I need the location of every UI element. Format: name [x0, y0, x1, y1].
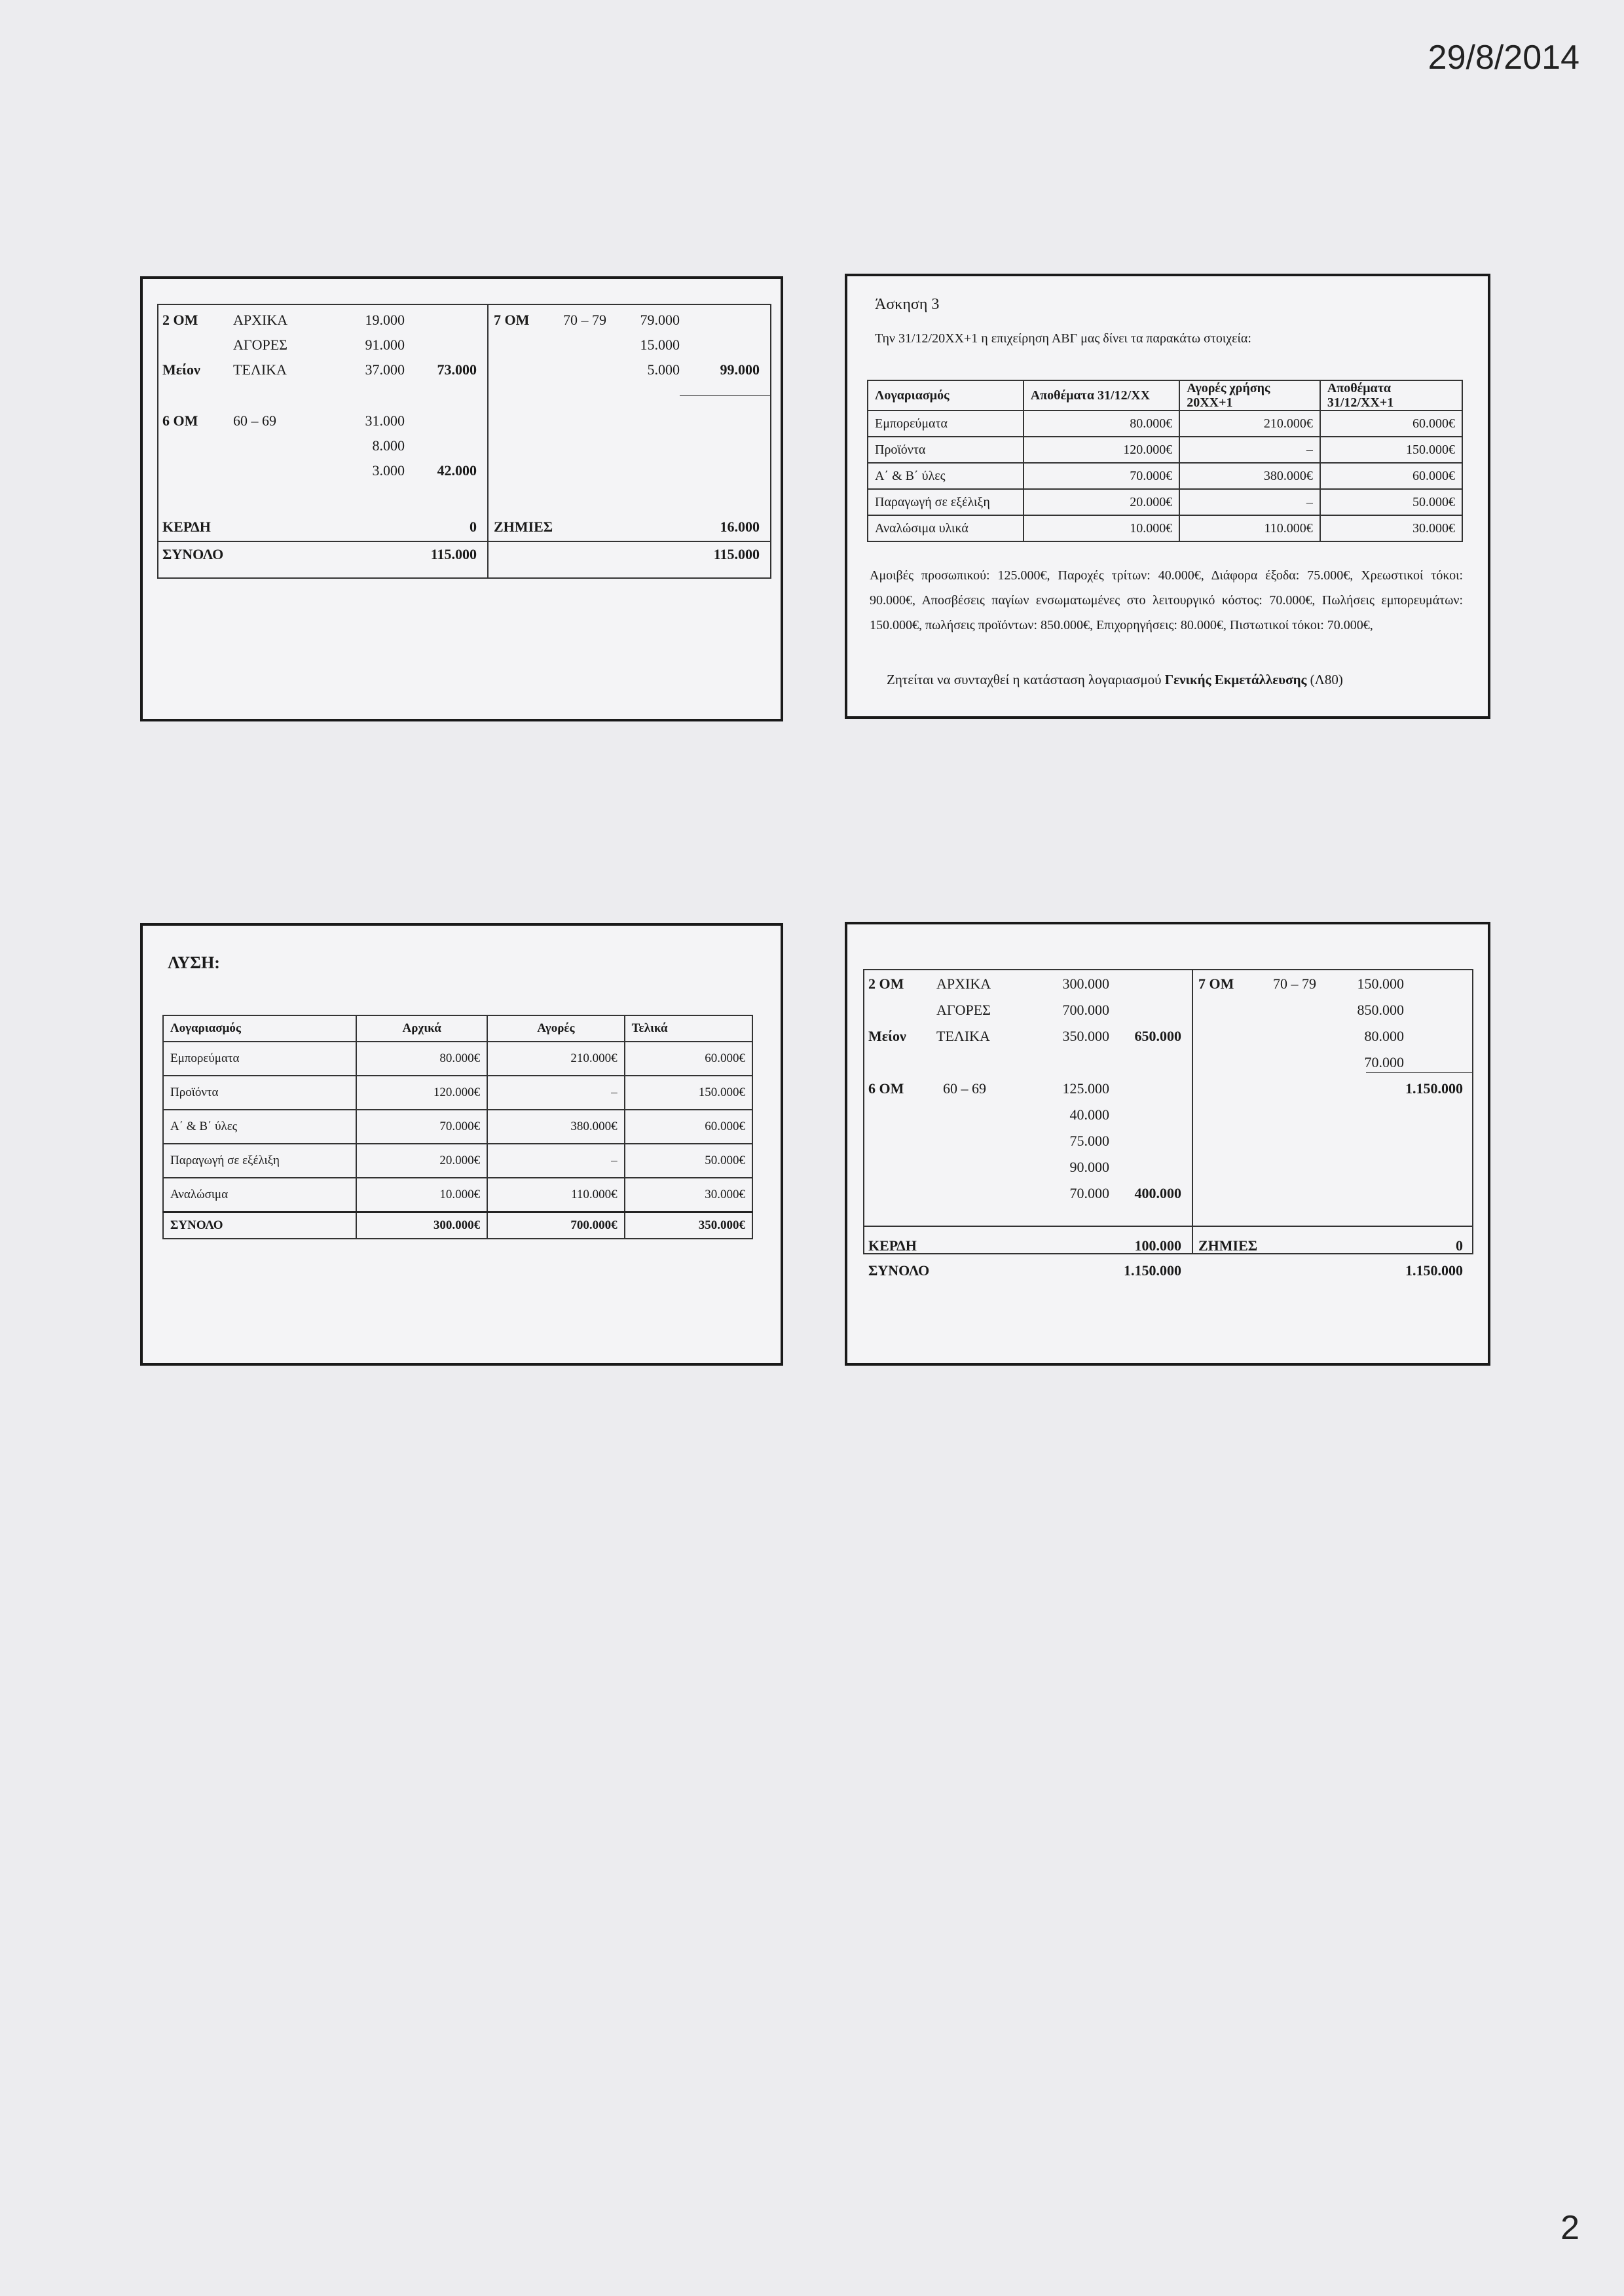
total-value: 1.150.000: [1405, 1262, 1463, 1279]
account-name: Παραγωγή σε εξέλιξη: [868, 489, 1024, 515]
account-label: ΑΓΟΡΕΣ: [233, 337, 287, 353]
profit-label: ΚΕΡΔΗ: [162, 519, 211, 535]
exercise-title: Άσκηση 3: [875, 296, 940, 313]
table-row: [868, 515, 1462, 541]
column-header: Αγορές: [487, 1015, 624, 1042]
account-label: 60 – 69: [233, 412, 276, 429]
total-value: 1.150.000: [1124, 1262, 1181, 1279]
closing-value: 150.000€: [1320, 437, 1462, 463]
total-closing: 350.000€: [625, 1212, 752, 1239]
subtotal: 650.000: [1134, 1028, 1181, 1044]
inventory-table: [867, 380, 1463, 542]
opening-value: 70.000€: [1024, 463, 1179, 489]
column-header: Λογαριασμός: [163, 1015, 356, 1042]
amount: 70.000: [1069, 1185, 1109, 1201]
account-name: Εμπορεύματα: [163, 1042, 356, 1076]
closing-value: 60.000€: [1320, 463, 1462, 489]
account-label: ΤΕΛΙΚΑ: [233, 361, 287, 378]
amount: 3.000: [372, 462, 405, 479]
account-name: Α΄ & Β΄ ύλες: [163, 1110, 356, 1144]
account-code: Μείον: [868, 1028, 906, 1044]
total-label: ΣΥΝΟΛΟ: [163, 1212, 356, 1239]
slide-2-exercise: [845, 274, 1490, 719]
total-line: [863, 1226, 1473, 1227]
account-code: 2 ΟΜ: [162, 312, 198, 328]
purchases-value: 210.000€: [487, 1042, 624, 1076]
account-label: ΑΓΟΡΕΣ: [936, 1002, 991, 1018]
purchases-value: 110.000€: [487, 1178, 624, 1212]
total-purchases: 700.000€: [487, 1212, 624, 1239]
purchases-value: 380.000€: [1179, 463, 1320, 489]
total-label: ΣΥΝΟΛΟ: [868, 1262, 930, 1279]
amount: 40.000: [1069, 1106, 1109, 1123]
question-text: Ζητείται να συνταχθεί η κατάσταση λογαριασμού: [887, 672, 1165, 687]
purchases-value: –: [487, 1144, 624, 1178]
closing-value: 30.000€: [625, 1178, 752, 1212]
amount: 79.000: [640, 312, 680, 328]
amount: 70.000: [1364, 1054, 1404, 1070]
underline-right: [680, 395, 770, 396]
account-name: Εμπορεύματα: [868, 410, 1024, 437]
amount: 15.000: [640, 337, 680, 353]
column-header: Αποθέματα 31/12/XX: [1024, 380, 1179, 410]
profit-value: 0: [470, 519, 477, 535]
opening-value: 120.000€: [356, 1076, 487, 1110]
account-label: 70 – 79: [1273, 975, 1316, 992]
subtotal: 42.000: [437, 462, 477, 479]
purchases-value: 380.000€: [487, 1110, 624, 1144]
solution-table: [162, 1015, 753, 1239]
amount: 150.000: [1357, 975, 1404, 992]
account-code: 7 ΟΜ: [494, 312, 530, 328]
amount: 5.000: [647, 361, 680, 378]
account-code: 2 ΟΜ: [868, 975, 904, 992]
amount: 850.000: [1357, 1002, 1404, 1018]
profit-value: 100.000: [1134, 1237, 1181, 1254]
loss-label: ΖΗΜΙΕΣ: [1198, 1237, 1258, 1254]
account-code: 6 ΟΜ: [162, 412, 198, 429]
account-name: Αναλώσιμα υλικά: [868, 515, 1024, 541]
purchases-value: 110.000€: [1179, 515, 1320, 541]
table-row: [868, 437, 1462, 463]
table-row: [163, 1042, 752, 1076]
amount: 19.000: [365, 312, 405, 328]
subtotal: 400.000: [1134, 1185, 1181, 1201]
account-name: Αναλώσιμα: [163, 1178, 356, 1212]
subtotal: 1.150.000: [1405, 1080, 1463, 1097]
column-header: Τελικά: [625, 1015, 752, 1042]
opening-value: 70.000€: [356, 1110, 487, 1144]
underline-right: [1366, 1072, 1472, 1073]
purchases-value: 210.000€: [1179, 410, 1320, 437]
table-row: [868, 489, 1462, 515]
total-value: 115.000: [713, 546, 760, 562]
account-code: 6 ΟΜ: [868, 1080, 904, 1097]
opening-value: 20.000€: [356, 1144, 487, 1178]
total-line: [157, 541, 771, 542]
opening-value: 80.000€: [356, 1042, 487, 1076]
t-account-divider: [1192, 969, 1193, 1254]
t-account-divider: [487, 304, 489, 579]
amount: 90.000: [1069, 1159, 1109, 1175]
amount: 8.000: [372, 437, 405, 454]
account-code: Μείον: [162, 361, 200, 378]
closing-value: 150.000€: [625, 1076, 752, 1110]
amount: 37.000: [365, 361, 405, 378]
account-label: ΑΡΧΙΚΑ: [936, 975, 991, 992]
account-name: Προϊόντα: [163, 1076, 356, 1110]
page-number: 2: [1560, 2209, 1579, 2247]
loss-value: 0: [1456, 1237, 1463, 1254]
opening-value: 80.000€: [1024, 410, 1179, 437]
table-header-row: [163, 1015, 752, 1042]
opening-value: 120.000€: [1024, 437, 1179, 463]
column-header: Αποθέματα 31/12/XX+1: [1320, 380, 1462, 410]
total-value: 115.000: [430, 546, 477, 562]
amount: 80.000: [1364, 1028, 1404, 1044]
closing-value: 60.000€: [625, 1110, 752, 1144]
purchases-value: –: [1179, 437, 1320, 463]
page-date: 29/8/2014: [1428, 39, 1579, 77]
table-header-row: [868, 380, 1462, 410]
subtotal: 73.000: [437, 361, 477, 378]
amount: 91.000: [365, 337, 405, 353]
question-emphasis: Γενικής Εκμετάλλευσης: [1164, 672, 1307, 687]
loss-value: 16.000: [720, 519, 760, 535]
exercise-intro: Την 31/12/20XX+1 η επιχείρηση ΑΒΓ μας δίνει τα παρακάτω στοιχεία:: [875, 331, 1251, 346]
amount: 350.000: [1062, 1028, 1109, 1044]
solution-title: ΛΥΣΗ:: [168, 953, 220, 972]
table-row: [868, 410, 1462, 437]
loss-label: ΖΗΜΙΕΣ: [494, 519, 553, 535]
purchases-value: –: [487, 1076, 624, 1110]
amount: 31.000: [365, 412, 405, 429]
account-label: ΤΕΛΙΚΑ: [936, 1028, 990, 1044]
account-name: Α΄ & Β΄ ύλες: [868, 463, 1024, 489]
closing-value: 30.000€: [1320, 515, 1462, 541]
account-label: 70 – 79: [563, 312, 606, 328]
opening-value: 10.000€: [1024, 515, 1179, 541]
opening-value: 10.000€: [356, 1178, 487, 1212]
amount: 75.000: [1069, 1133, 1109, 1149]
account-name: Προϊόντα: [868, 437, 1024, 463]
amount: 300.000: [1062, 975, 1109, 992]
exercise-question: [887, 672, 1343, 688]
slide-1-account-statement: [140, 276, 783, 721]
table-row: [163, 1110, 752, 1144]
account-label: ΑΡΧΙΚΑ: [233, 312, 288, 328]
closing-value: 60.000€: [625, 1042, 752, 1076]
table-row: [868, 463, 1462, 489]
slide-4-general-operations-account: [845, 922, 1490, 1366]
table-row: [163, 1144, 752, 1178]
column-header: Αγορές χρήσης 20XX+1: [1179, 380, 1320, 410]
expense-details: Αμοιβές προσωπικού: 125.000€, Παροχές τρίτων: 40.000€, Διάφορα έξοδα: 75.000€, Χρεωστικοί τόκοι: 90.000€, Αποσβέσεις παγίων ενσωματωμένες στο λειτουργικό κόστος: 70.000€, Πωλήσεις εμπορευμάτων: 150.000€, πωλήσεις προϊόντων: 850.000€, Επιχορηγήσεις: 80.000€, Πιστωτικοί τόκοι: 70.000€,: [870, 568, 1463, 632]
amount: 125.000: [1062, 1080, 1109, 1097]
column-header: Αρχικά: [356, 1015, 487, 1042]
closing-value: 50.000€: [625, 1144, 752, 1178]
total-opening: 300.000€: [356, 1212, 487, 1239]
opening-value: 20.000€: [1024, 489, 1179, 515]
amount: 700.000: [1062, 1002, 1109, 1018]
column-header: Λογαριασμός: [868, 380, 1024, 410]
closing-value: 60.000€: [1320, 410, 1462, 437]
account-name: Παραγωγή σε εξέλιξη: [163, 1144, 356, 1178]
table-total-row: [163, 1212, 752, 1239]
slide-3-solution: [140, 923, 783, 1366]
account-label: 60 – 69: [943, 1080, 986, 1097]
total-label: ΣΥΝΟΛΟ: [162, 546, 224, 562]
closing-value: 50.000€: [1320, 489, 1462, 515]
purchases-value: –: [1179, 489, 1320, 515]
table-row: [163, 1076, 752, 1110]
table-row: [163, 1178, 752, 1212]
question-suffix: (Λ80): [1306, 672, 1343, 687]
account-code: 7 ΟΜ: [1198, 975, 1234, 992]
subtotal: 99.000: [720, 361, 760, 378]
profit-label: ΚΕΡΔΗ: [868, 1237, 917, 1254]
